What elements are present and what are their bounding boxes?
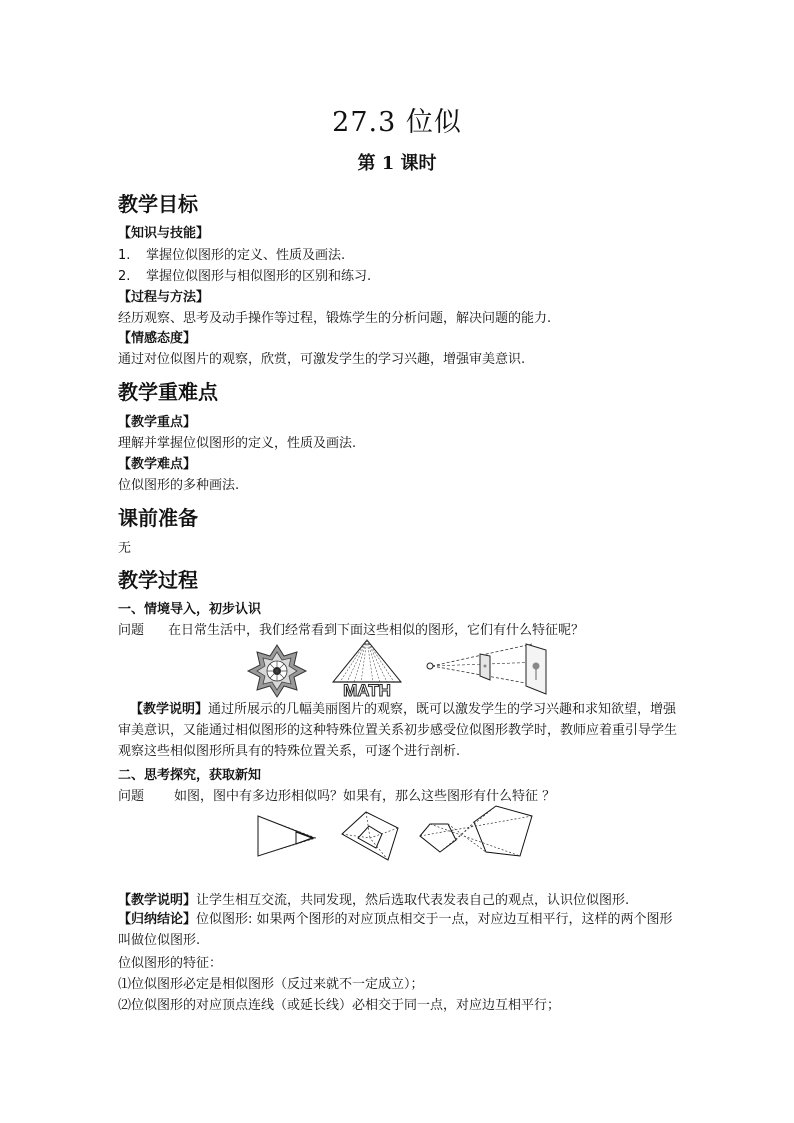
question-label: 问题	[118, 789, 145, 804]
conclusion	[118, 909, 678, 951]
knowledge-tag: 【知识与技能】	[118, 226, 210, 241]
process-heading: 教学过程	[118, 568, 198, 592]
features-title: 位似图形的特征：	[118, 956, 223, 971]
preparation-heading: 课前准备	[118, 506, 198, 530]
note-tag: 【教学说明】	[118, 893, 197, 908]
note-tag: 【教学说明】	[130, 702, 209, 717]
page-title: 27.3 位似	[332, 107, 462, 138]
quadrilateral-homothety-figure	[336, 808, 402, 864]
objective-text: 掌握位似图形的定义、性质及画法.	[146, 248, 346, 263]
objective-item	[118, 265, 371, 284]
objective-text: 掌握位似图形与相似图形的区别和练习.	[146, 269, 372, 284]
objective-num: 2.	[118, 269, 131, 284]
triangle-homothety-figure	[254, 812, 320, 860]
feature-item: ⑵位似图形的对应顶点连线（或延长线）必相交于同一点，对应边互相平行；	[118, 998, 561, 1013]
objective-item	[118, 244, 345, 263]
process-method-text: 经历观察、思考及动手操作等过程，锻炼学生的分析问题，解决问题的能力.	[118, 311, 552, 326]
section1-title: 一、情境导入，初步认识	[118, 602, 262, 617]
section1-note	[118, 699, 678, 762]
attitude-tag: 【情感态度】	[118, 331, 197, 346]
objectives-heading: 教学目标	[118, 192, 198, 216]
section2-note	[118, 889, 629, 908]
objective-num: 1.	[118, 248, 131, 263]
difficulty-text: 位似图形的多种画法.	[118, 478, 240, 493]
focus-text: 理解并掌握位似图形的定义，性质及画法.	[118, 436, 357, 451]
question-label: 问题	[118, 623, 145, 638]
conclusion-text: 位似图形: 如果两个图形的对应顶点相交于一点，对应边互相平行，这样的两个图形叫做位似图形.	[118, 912, 673, 948]
pentagon-homothety-figure	[416, 802, 536, 864]
feature-item: ⑴位似图形必定是相似图形（反过来就不一定成立）；	[118, 977, 424, 992]
process-method-tag: 【过程与方法】	[118, 290, 210, 305]
question-text: 在日常生活中，我们经常看到下面这些相似的图形，它们有什么特征呢？	[168, 623, 585, 638]
section1-question	[118, 619, 584, 638]
conclusion-tag: 【归纳结论】	[118, 912, 197, 927]
triangle-math-figure	[330, 638, 404, 698]
attitude-text: 通过对位似图片的观察，欣赏，可激发学生的学习兴趣，增强审美意识.	[118, 352, 526, 367]
note-text: 让学生相互交流，共同发现，然后选取代表发表自己的观点，认识位似图形.	[196, 893, 630, 908]
difficulty-tag: 【教学难点】	[118, 457, 197, 472]
math-figure-label: MATH	[343, 681, 391, 698]
lesson-subtitle: 第 1 课时	[357, 153, 437, 174]
section2-title: 二、思考探究，获取新知	[118, 768, 262, 783]
focus-tag: 【教学重点】	[118, 415, 197, 430]
note-text: 通过所展示的几幅美丽图片的观察，既可以激发学生的学习兴趣和求知欲望，增强审美意识，又能通过相似图形的这种特殊位置关系初步感受位似图形教学时，教师应着重引导学生观察这些相似图形所具有的特殊位置关系，可逐个进行剖析.	[118, 702, 678, 759]
key-points-heading: 教学重难点	[118, 380, 218, 404]
question-text: 如图，图中有多边形相似吗？如果有，那么这些图形有什么特征 ？	[174, 789, 556, 804]
octagon-star-figure	[246, 644, 308, 698]
preparation-text: 无	[118, 541, 132, 556]
projection-figure	[424, 642, 550, 696]
